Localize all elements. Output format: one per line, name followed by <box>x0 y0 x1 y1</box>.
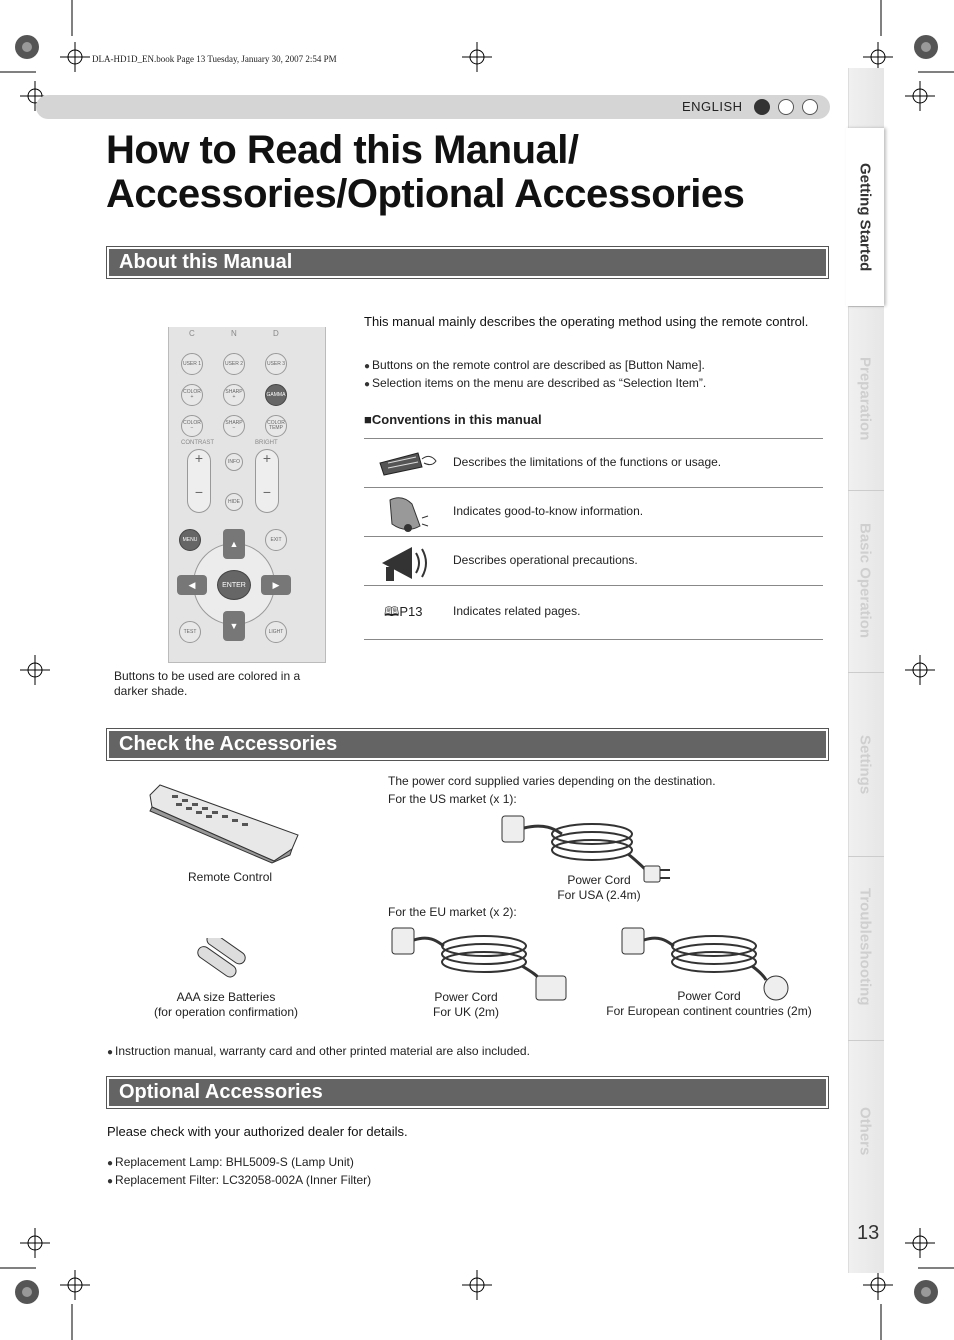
remote-button-enter: ENTER <box>217 570 251 600</box>
remote-button-color-plus: COLOR + <box>181 384 203 406</box>
remote-button-user3: USER 3 <box>265 353 287 375</box>
optional-intro: Please check with your authorized dealer for details. <box>107 1124 408 1139</box>
tab-preparation[interactable]: Preparation <box>856 357 874 441</box>
remote-button-gamma: GAMMA <box>265 384 287 406</box>
remote-button-info: INFO <box>225 453 243 471</box>
page-title-line1: How to Read this Manual/ <box>106 128 579 172</box>
square-bullet-icon: ■ <box>364 412 372 427</box>
remote-button-light: LIGHT <box>265 621 287 643</box>
batteries-label: AAA size Batteries (for operation confirmation) <box>153 990 299 1019</box>
batteries-image <box>192 938 252 978</box>
optional-item: ● Replacement Filter: LC32058-002A (Inner Filter) <box>107 1173 371 1189</box>
about-intro: This manual mainly describes the operating method using the remote control. <box>364 314 809 329</box>
remote-label-contrast: CONTRAST <box>181 440 214 446</box>
progress-dot <box>802 99 818 115</box>
related-pages-reference: 🕮P13 <box>384 604 423 619</box>
section-header-check: Check the Accessories <box>106 728 829 761</box>
remote-button-menu: MENU <box>179 529 201 551</box>
tab-basic-operation[interactable]: Basic Operation <box>856 523 874 639</box>
convention-row <box>364 487 823 536</box>
about-bullet: ● Selection items on the menu are described as “Selection Item”. <box>364 376 706 392</box>
eu-market-label: For the EU market (x 2): <box>388 905 517 919</box>
remote-contrast-rocker: + − <box>187 449 211 513</box>
progress-dot-filled <box>754 99 770 115</box>
power-cord-usa-label: Power Cord For USA (2.4m) <box>557 873 641 902</box>
remote-button-user1: USER 1 <box>181 353 203 375</box>
megaphone-icon <box>378 541 434 585</box>
bell-icon <box>382 494 432 534</box>
convention-text: Indicates good-to-know information. <box>453 504 644 518</box>
remote-arrow-left: ◀ <box>177 575 207 595</box>
remote-control-illustration <box>168 327 326 663</box>
us-market-label: For the US market (x 1): <box>388 792 517 806</box>
accessories-note: ● Instruction manual, warranty card and other printed material are also included. <box>107 1044 530 1060</box>
remote-button-exit: EXIT <box>265 529 287 551</box>
page-title <box>106 128 744 216</box>
power-cord-eu-label: Power Cord For European continent countries (2m) <box>606 989 812 1018</box>
remote-arrow-up: ▲ <box>223 529 245 559</box>
convention-row <box>364 585 823 640</box>
convention-row <box>364 438 823 487</box>
remote-control-image <box>146 783 304 865</box>
language-label: ENGLISH <box>682 99 743 114</box>
remote-button-color-minus: COLOR − <box>181 415 203 437</box>
tab-settings[interactable]: Settings <box>856 735 874 795</box>
tab-getting-started[interactable]: Getting Started <box>846 128 884 306</box>
about-bullet: ● Buttons on the remote control are described as [Button Name]. <box>364 358 705 374</box>
power-cord-note: The power cord supplied varies depending on the destination. <box>388 774 716 788</box>
remote-arrow-down: ▼ <box>223 611 245 641</box>
remote-bright-rocker: + − <box>255 449 279 513</box>
remote-letter-n: N <box>231 329 237 338</box>
power-cord-uk-label: Power Cord For UK (2m) <box>433 990 499 1019</box>
conventions-heading: ■Conventions in this manual <box>364 412 542 427</box>
remote-button-hide: HIDE <box>225 493 243 511</box>
remote-button-color-temp: COLOR TEMP <box>265 415 287 437</box>
remote-letter-c: C <box>189 329 195 338</box>
remote-letter-d: D <box>273 329 279 338</box>
side-tabs <box>846 68 884 1273</box>
progress-dot <box>778 99 794 115</box>
convention-text: Describes the limitations of the functions or usage. <box>453 455 722 469</box>
convention-row <box>364 536 823 585</box>
pencil-note-icon <box>378 447 438 479</box>
tab-others[interactable]: Others <box>856 1106 874 1156</box>
section-header-optional: Optional Accessories <box>106 1076 829 1109</box>
convention-text: Describes operational precautions. <box>453 553 638 567</box>
optional-item: ● Replacement Lamp: BHL5009-S (Lamp Unit) <box>107 1155 354 1171</box>
remote-button-user2: USER 2 <box>223 353 245 375</box>
book-icon: 🕮 <box>384 604 400 619</box>
remote-button-test: TEST <box>179 621 201 643</box>
section-header-about: About this Manual <box>106 246 829 279</box>
book-info: DLA-HD1D_EN.book Page 13 Tuesday, January 30, 2007 2:54 PM <box>92 54 337 64</box>
page-number: 13 <box>857 1222 880 1244</box>
page-title-line2: Accessories/Optional Accessories <box>106 172 745 216</box>
convention-text: Indicates related pages. <box>453 604 581 618</box>
remote-control-label: Remote Control <box>188 870 273 884</box>
remote-caption: Buttons to be used are colored in a darker shade. <box>114 669 301 698</box>
tab-troubleshooting[interactable]: Troubleshooting <box>856 888 874 1006</box>
remote-label-bright: BRIGHT <box>255 440 278 446</box>
remote-arrow-right: ▶ <box>261 575 291 595</box>
remote-button-sharp-plus: SHARP + <box>223 384 245 406</box>
remote-button-sharp-minus: SHARP − <box>223 415 245 437</box>
